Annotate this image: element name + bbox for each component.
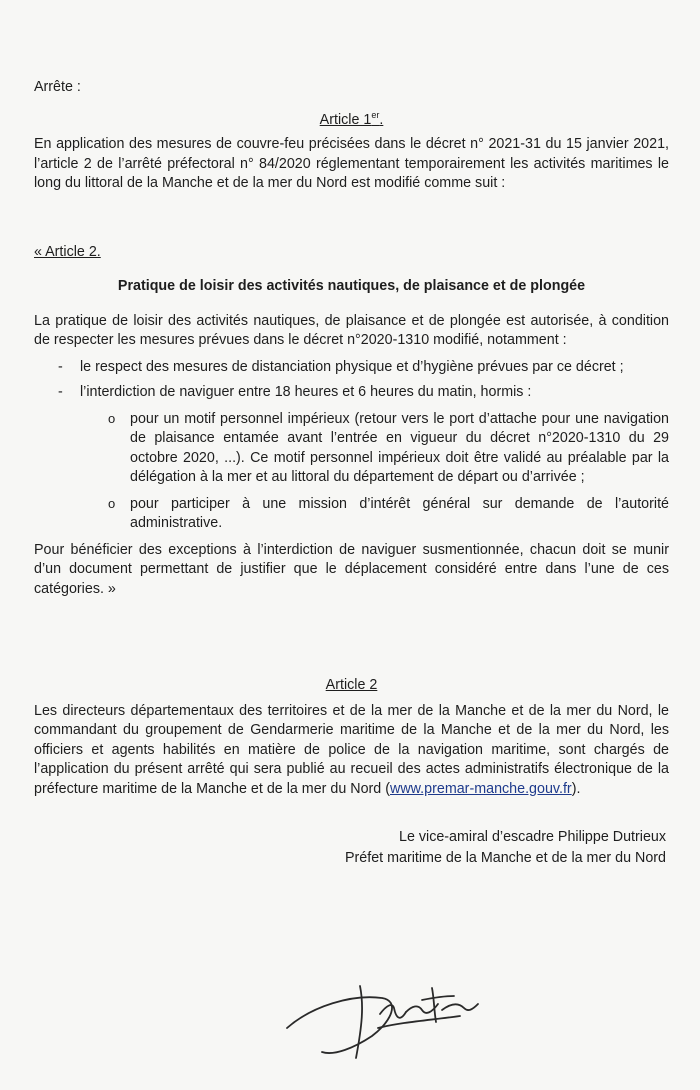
article-1-title-text: Article 1 <box>319 111 372 128</box>
list-item: o pour participer à une mission d’intérêt général sur demande de l’autorité administrative. <box>34 495 669 534</box>
measures-list <box>34 358 669 403</box>
article-1-title <box>34 111 669 131</box>
quoted-article-heading: Pratique de loisir des activités nautiques, de plaisance et de plongée <box>117 278 586 294</box>
article-2-body-end: ). <box>571 780 581 797</box>
signatory-block <box>34 827 669 869</box>
premar-website-link[interactable]: www.premar-manche.gouv.fr <box>390 780 572 797</box>
article-2-body <box>34 702 669 800</box>
quoted-article-body: La pratique de loisir des activités nautiques, de plaisance et de plongée est autorisée, à condition de respecter les mesures prévues dans le décret n°2020-1310 modifié, notamment : <box>34 312 669 348</box>
quoted-article-closing: Pour bénéficier des exceptions à l’interdiction de naviguer susmentionnée, chacun doit se munir d’un document permettant de justifier que le déplacement considéré entre dans l’une de ces catégories. » <box>34 541 669 597</box>
list-item: - l’interdiction de naviguer entre 18 heures et 6 heures du matin, hormis : <box>34 383 669 403</box>
list-item: o pour un motif personnel impérieux (retour vers le port d’attache pour une navigation de plaisance entamée avant l’entrée en vigueur du décret n°2020-1310 du 29 octobre 2020, ...). Ce motif personnel impérieux doit être validé au préalable par la délégation à la mer et au littoral du département de départ ou d’arrivée ; <box>34 410 669 488</box>
handwritten-signature <box>282 966 522 1061</box>
exceptions-list <box>34 410 669 534</box>
article-1-title-end: . <box>379 111 384 128</box>
signatory-name: Le vice-amiral d’escadre Philippe Dutrieux <box>399 829 666 845</box>
article-1-body: En application des mesures de couvre-feu précisées dans le décret n° 2021-31 du 15 janvier 2021, l’article 2 de l’arrêté préfectoral n° 84/2020 réglementant temporairement les activités maritimes le long du littoral de la Manche et de la mer du Nord est modifié comme suit : <box>34 136 669 191</box>
list-item: - le respect des mesures de distanciation physique et d’hygiène prévues par ce décret ; <box>34 358 669 378</box>
article-1-title-sup: er <box>371 109 380 120</box>
quoted-article-title: « Article 2. <box>34 243 101 260</box>
article-2-body-text: Les directeurs départementaux des territoires et de la mer de la Manche et de la mer du Nord, le commandant du groupement de Gendarmerie maritime de la Manche et de la mer du Nord, les officiers et agents habilités en matière de police de la navigation maritime, sont chargés de l’application du présent arrêté qui sera publié au recueil des actes administratifs électronique de la préfecture maritime de la Manche et de la mer du Nord ( <box>34 702 669 797</box>
signatory-title: Préfet maritime de la Manche et de la mer du Nord <box>344 850 666 866</box>
article-2-title: Article 2 <box>325 677 378 693</box>
arrete-label: Arrête : <box>34 79 81 95</box>
